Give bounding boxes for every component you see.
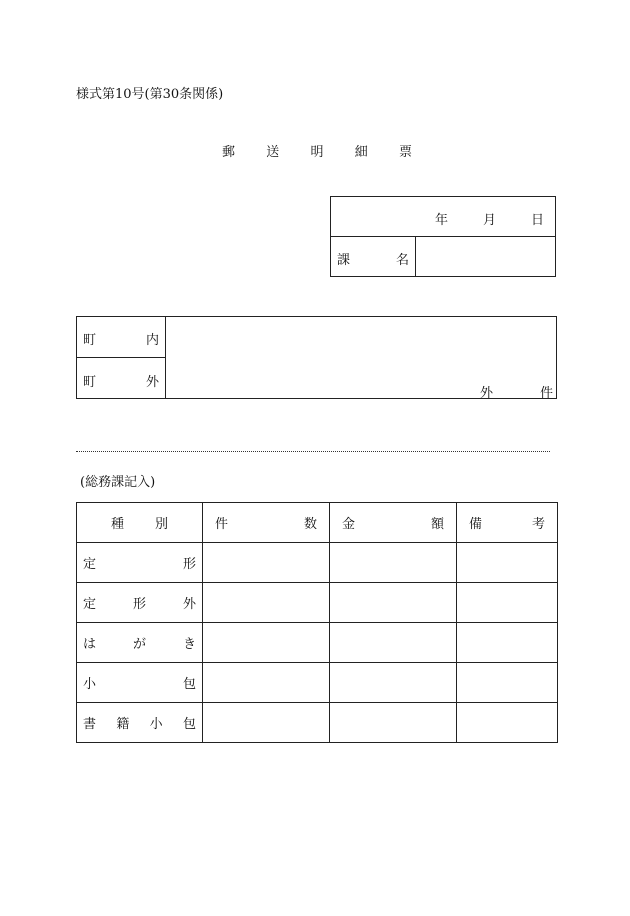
count-unit-char: 外 (480, 386, 494, 401)
admin-note: (総務課記入) (80, 475, 156, 490)
count-unit-char: 件 (540, 386, 554, 401)
remarks-cell[interactable] (457, 703, 558, 743)
department-label (337, 249, 409, 268)
row-label: 書 籍 小 包 (77, 703, 203, 743)
title-char: 明 (310, 145, 324, 160)
postage-table (76, 502, 558, 743)
header-count: 件 数 (203, 503, 330, 543)
department-label-char: 課 (337, 253, 351, 268)
town-outer-cell (77, 358, 165, 398)
title-char: 送 (266, 145, 280, 160)
cut-line (76, 451, 550, 452)
header-amount: 金 額 (330, 503, 457, 543)
amount-cell[interactable] (330, 583, 457, 623)
amount-cell[interactable] (330, 663, 457, 703)
header-type: 種 別 (77, 503, 203, 543)
date-row[interactable] (331, 197, 555, 237)
remarks-cell[interactable] (457, 543, 558, 583)
table-row (77, 703, 558, 743)
amount-cell[interactable] (330, 703, 457, 743)
title-char: 票 (398, 145, 412, 160)
month-label: 月 (483, 213, 497, 228)
amount-cell[interactable] (330, 543, 457, 583)
table-row (77, 543, 558, 583)
title-char: 細 (354, 145, 368, 160)
count-cell[interactable] (203, 663, 330, 703)
header-remarks: 備 考 (457, 503, 558, 543)
department-label-char: 名 (395, 253, 409, 268)
form-number: 様式第10号(第30条関係) (76, 87, 224, 102)
town-inner-label (83, 329, 159, 348)
town-outer-label (83, 371, 159, 390)
town-inner-char: 内 (145, 333, 159, 348)
town-mail-box (76, 316, 557, 399)
date-department-box (330, 196, 556, 277)
title-char: 郵 (222, 145, 236, 160)
town-inner-char: 町 (83, 333, 97, 348)
town-label-column (77, 317, 166, 398)
table-row (77, 583, 558, 623)
table-row (77, 623, 558, 663)
table-row (77, 663, 558, 703)
remarks-cell[interactable] (457, 623, 558, 663)
table-header-row (77, 503, 558, 543)
row-label: 定 形 外 (77, 583, 203, 623)
row-label: は が き (77, 623, 203, 663)
year-label: 年 (435, 213, 449, 228)
department-label-cell (331, 237, 416, 277)
count-cell[interactable] (203, 583, 330, 623)
row-label: 定 形 (77, 543, 203, 583)
count-cell[interactable] (203, 623, 330, 663)
town-inner-cell (77, 317, 165, 358)
remarks-cell[interactable] (457, 583, 558, 623)
day-label: 日 (531, 213, 545, 228)
count-cell[interactable] (203, 703, 330, 743)
row-label: 小 包 (77, 663, 203, 703)
count-cell[interactable] (203, 543, 330, 583)
department-name-field[interactable] (416, 237, 556, 277)
amount-cell[interactable] (330, 623, 457, 663)
town-outer-char: 外 (145, 375, 159, 390)
town-outer-char: 町 (83, 375, 97, 390)
remarks-cell[interactable] (457, 663, 558, 703)
document-title (222, 141, 412, 160)
town-count-field[interactable] (166, 317, 556, 401)
